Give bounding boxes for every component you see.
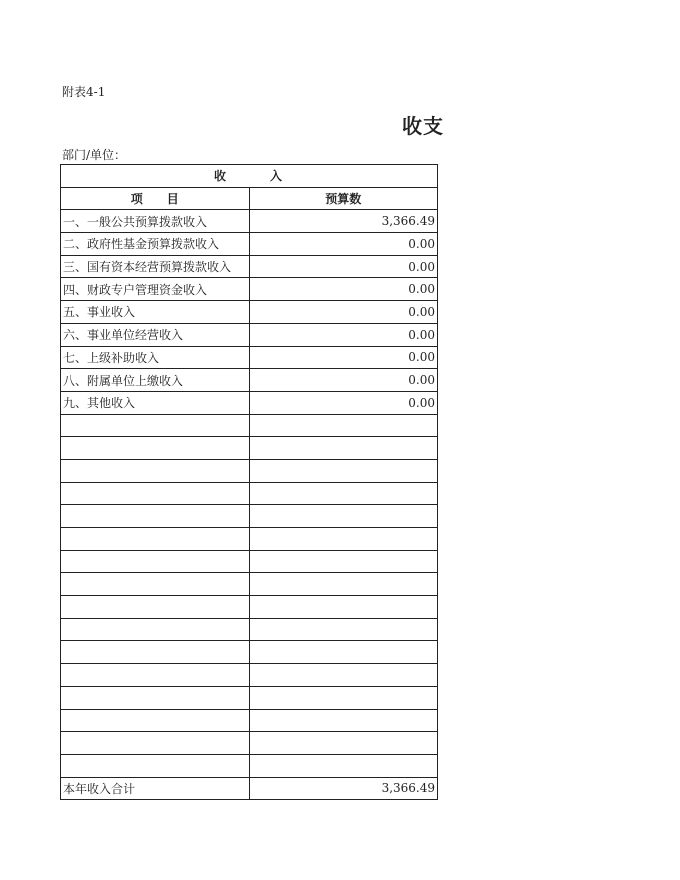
empty-cell — [61, 732, 250, 755]
table-row — [61, 278, 438, 301]
empty-cell — [249, 618, 438, 641]
income-table — [60, 164, 438, 800]
row-item: 九、其他收入 — [61, 391, 250, 414]
empty-cell — [61, 641, 250, 664]
empty-cell — [249, 437, 438, 460]
empty-cell — [249, 686, 438, 709]
empty-cell — [61, 596, 250, 619]
department-label: 部门/单位： — [62, 148, 127, 162]
column-header-amount: 预算数 — [249, 187, 438, 210]
empty-cell — [61, 618, 250, 641]
empty-cell — [61, 437, 250, 460]
empty-cell — [249, 528, 438, 551]
empty-row — [61, 686, 438, 709]
empty-cell — [61, 528, 250, 551]
row-amount: 3,366.49 — [249, 210, 438, 233]
empty-cell — [61, 754, 250, 777]
section-header: 收 入 — [61, 165, 438, 188]
row-item: 七、上级补助收入 — [61, 346, 250, 369]
empty-row — [61, 550, 438, 573]
empty-cell — [249, 414, 438, 437]
empty-cell — [61, 664, 250, 687]
empty-cell — [249, 709, 438, 732]
empty-cell — [61, 686, 250, 709]
page-title: 收支 — [402, 114, 444, 138]
row-amount: 0.00 — [249, 346, 438, 369]
empty-cell — [249, 732, 438, 755]
empty-cell — [249, 459, 438, 482]
table-row — [61, 346, 438, 369]
empty-cell — [249, 482, 438, 505]
row-amount: 0.00 — [249, 233, 438, 256]
empty-row — [61, 437, 438, 460]
empty-cell — [61, 573, 250, 596]
row-amount: 0.00 — [249, 255, 438, 278]
empty-cell — [249, 573, 438, 596]
empty-cell — [249, 641, 438, 664]
row-item: 五、事业收入 — [61, 301, 250, 324]
empty-cell — [249, 596, 438, 619]
row-item: 四、财政专户管理资金收入 — [61, 278, 250, 301]
table-row — [61, 210, 438, 233]
empty-row — [61, 754, 438, 777]
table-row — [61, 369, 438, 392]
table-row — [61, 233, 438, 256]
empty-row — [61, 618, 438, 641]
empty-cell — [61, 482, 250, 505]
empty-row — [61, 414, 438, 437]
empty-row — [61, 573, 438, 596]
empty-cell — [61, 550, 250, 573]
column-header-row — [61, 187, 438, 210]
empty-cell — [61, 709, 250, 732]
empty-row — [61, 732, 438, 755]
empty-row — [61, 528, 438, 551]
row-amount: 0.00 — [249, 278, 438, 301]
empty-row — [61, 709, 438, 732]
row-amount: 0.00 — [249, 301, 438, 324]
row-item: 一、一般公共预算拨款收入 — [61, 210, 250, 233]
empty-cell — [249, 754, 438, 777]
empty-cell — [249, 505, 438, 528]
empty-row — [61, 482, 438, 505]
total-label: 本年收入合计 — [61, 777, 250, 800]
row-amount: 0.00 — [249, 391, 438, 414]
empty-cell — [61, 459, 250, 482]
empty-row — [61, 459, 438, 482]
table-row — [61, 255, 438, 278]
table-row — [61, 391, 438, 414]
empty-row — [61, 596, 438, 619]
table-row — [61, 301, 438, 324]
row-amount: 0.00 — [249, 323, 438, 346]
empty-cell — [249, 664, 438, 687]
row-item: 二、政府性基金预算拨款收入 — [61, 233, 250, 256]
empty-cell — [249, 550, 438, 573]
empty-row — [61, 664, 438, 687]
table-row — [61, 323, 438, 346]
row-amount: 0.00 — [249, 369, 438, 392]
total-amount: 3,366.49 — [249, 777, 438, 800]
row-item: 八、附属单位上缴收入 — [61, 369, 250, 392]
row-item: 六、事业单位经营收入 — [61, 323, 250, 346]
section-header-row — [61, 165, 438, 188]
column-header-item: 项 目 — [61, 187, 250, 210]
total-row — [61, 777, 438, 800]
row-item: 三、国有资本经营预算拨款收入 — [61, 255, 250, 278]
empty-cell — [61, 505, 250, 528]
empty-cell — [61, 414, 250, 437]
empty-row — [61, 641, 438, 664]
empty-row — [61, 505, 438, 528]
appendix-label: 附表4-1 — [62, 85, 106, 99]
